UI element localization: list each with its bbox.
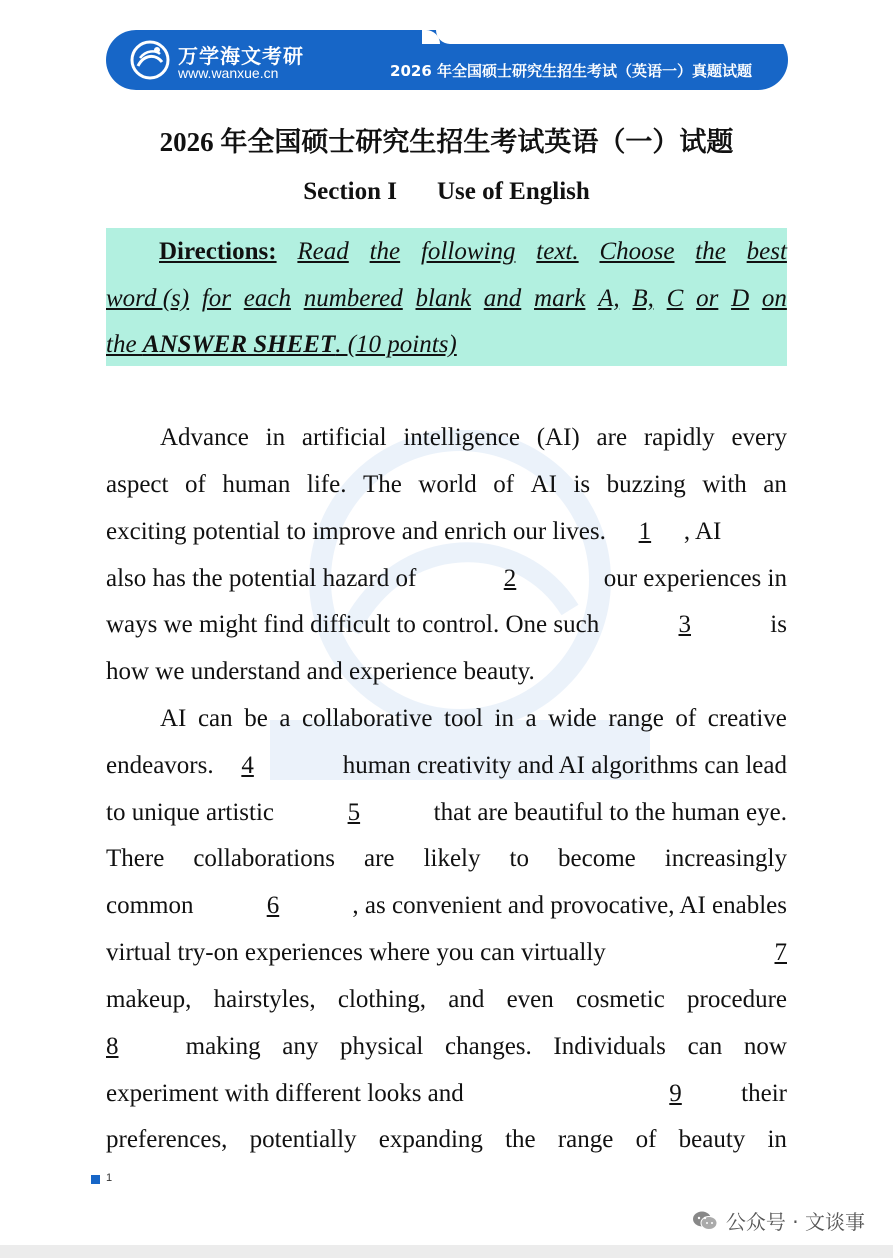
exam-title: 2026 年全国硕士研究生招生考试英语（一）试题	[159, 127, 734, 157]
blank-9[interactable]: 9	[669, 1080, 682, 1107]
blank-7[interactable]: 7	[774, 939, 787, 966]
wanxue-logo-icon	[130, 40, 170, 80]
page-marker	[91, 1175, 100, 1184]
p1-line-5: ways we might find difficult to control. One such 3 is	[106, 605, 787, 645]
page-number: 1	[106, 1172, 113, 1184]
p1-line-1: Advance in artificial intelligence (AI) are rapidly every	[160, 424, 787, 451]
p2-line-5: common 6 , as convenient and provocative, AI enables	[106, 886, 787, 926]
directions-line-2: word (s) for each numbered blank and mark A, B, C or D on	[106, 285, 787, 312]
p2-line-1: AI can be a collaborative tool in a wide range of creative	[160, 705, 787, 732]
answer-sheet-label: ANSWER SHEET	[142, 331, 336, 358]
p1-line-6: how we understand and experience beauty.	[106, 658, 535, 685]
p1-line-2: aspect of human life. The world of AI is buzzing with an	[106, 471, 787, 498]
blank-5[interactable]: 5	[347, 799, 361, 826]
p2-line-3: to unique artistic 5 that are beautiful to the human eye.	[106, 793, 787, 833]
p1-line-4: also has the potential hazard of 2 our experiences in	[106, 559, 787, 599]
logo-name: 万学海文考研	[178, 44, 304, 68]
p2-line-2: endeavors. 4 human creativity and AI algorithms can lead	[106, 746, 787, 786]
wechat-icon	[692, 1210, 718, 1232]
blank-6[interactable]: 6	[266, 892, 280, 919]
logo-url: www.wanxue.cn	[178, 65, 279, 81]
p1-line-3: exciting potential to improve and enrich our lives. 1 , AI	[106, 512, 787, 552]
p2-line-7: makeup, hairstyles, clothing, and even cosmetic procedure	[106, 986, 787, 1013]
p2-line-6: virtual try-on experiences where you can virtually 7	[106, 933, 787, 973]
header-title: 2026 年全国硕士研究生招生考试（英语一）真题试题	[390, 62, 752, 80]
wechat-account-name: 公众号 · 文谈事	[725, 1210, 865, 1234]
section-title	[0, 178, 893, 206]
p2-line-9: experiment with different looks and 9 their	[106, 1074, 787, 1114]
blank-8[interactable]: 8	[106, 1033, 119, 1060]
p2-line-4: There collaborations are likely to become increasingly	[106, 845, 787, 872]
directions-label: Directions:	[159, 238, 277, 265]
blank-2[interactable]: 2	[503, 565, 517, 592]
header-banner	[106, 30, 788, 90]
wechat-account-tag[interactable]	[692, 1206, 865, 1235]
directions-box	[106, 228, 787, 366]
directions-line-3: the ANSWER SHEET. (10 points)	[106, 331, 457, 358]
bottom-strip	[0, 1245, 893, 1258]
blank-3[interactable]: 3	[678, 611, 691, 638]
section-number: Section I	[303, 178, 397, 205]
p2-line-8: 8 making any physical changes. Individuals can now	[106, 1027, 787, 1067]
blank-4[interactable]: 4	[241, 752, 254, 779]
blank-1[interactable]: 1	[638, 518, 652, 545]
section-name: Use of English	[436, 178, 590, 205]
directions-line-1: Directions: Read the following text. Choose the best	[106, 232, 787, 272]
p2-line-10: preferences, potentially expanding the range of beauty in	[106, 1126, 787, 1153]
